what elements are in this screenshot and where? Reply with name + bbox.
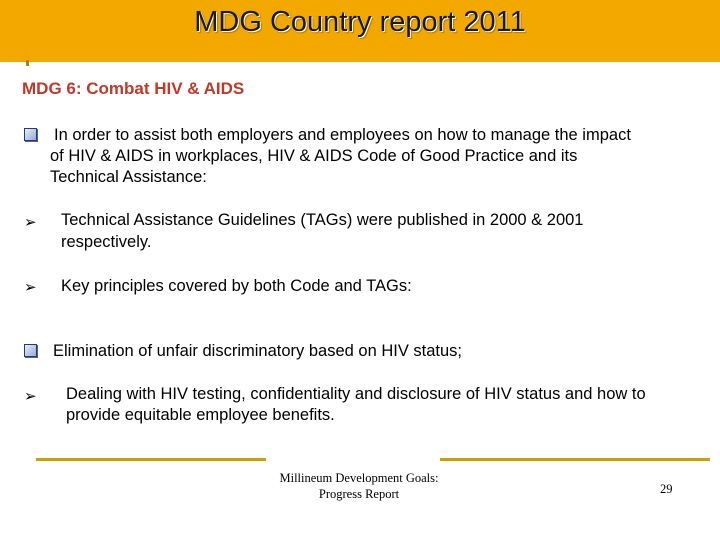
banner-tick [26, 60, 29, 66]
footer-line-1: Millineum Development Goals: [279, 471, 439, 485]
bullet-1-line-3: Technical Assistance: [50, 168, 207, 186]
arrow-bullet-icon: ➢ [24, 387, 37, 405]
slide-title: MDG Country report 2011 [194, 6, 526, 38]
arrow-2-line-1: Key principles covered by both Code and TAGs: [61, 277, 412, 295]
checkbox-bullet-icon [24, 128, 37, 141]
footer-rule-right [440, 458, 710, 461]
arrow-1-line-1: Technical Assistance Guidelines (TAGs) were published in 2000 & 2001 [61, 211, 584, 229]
arrow-bullet-icon: ➢ [24, 213, 37, 231]
footer-caption [274, 470, 444, 502]
footer-line-2: Progress Report [318, 487, 400, 501]
arrow-3-line-2: provide equitable employee benefits. [66, 406, 335, 424]
bullet-2-line-1: Elimination of unfair discriminatory based on HIV status; [53, 342, 463, 360]
title-banner [0, 0, 720, 62]
bullet-1-line-2: of HIV & AIDS in workplaces, HIV & AIDS Code of Good Practice and its [50, 147, 578, 165]
checkbox-bullet-icon [24, 344, 37, 357]
page-number: 29 [660, 482, 673, 496]
bullet-1-line-1: In order to assist both employers and employees on how to manage the impact [54, 126, 631, 144]
footer-rule-left [36, 458, 266, 461]
arrow-bullet-icon: ➢ [24, 278, 37, 296]
arrow-1-line-2: respectively. [61, 233, 152, 251]
slide-subtitle: MDG 6: Combat HIV & AIDS [22, 79, 245, 98]
arrow-3-line-1: Dealing with HIV testing, confidentiality and disclosure of HIV status and how to [66, 385, 646, 403]
